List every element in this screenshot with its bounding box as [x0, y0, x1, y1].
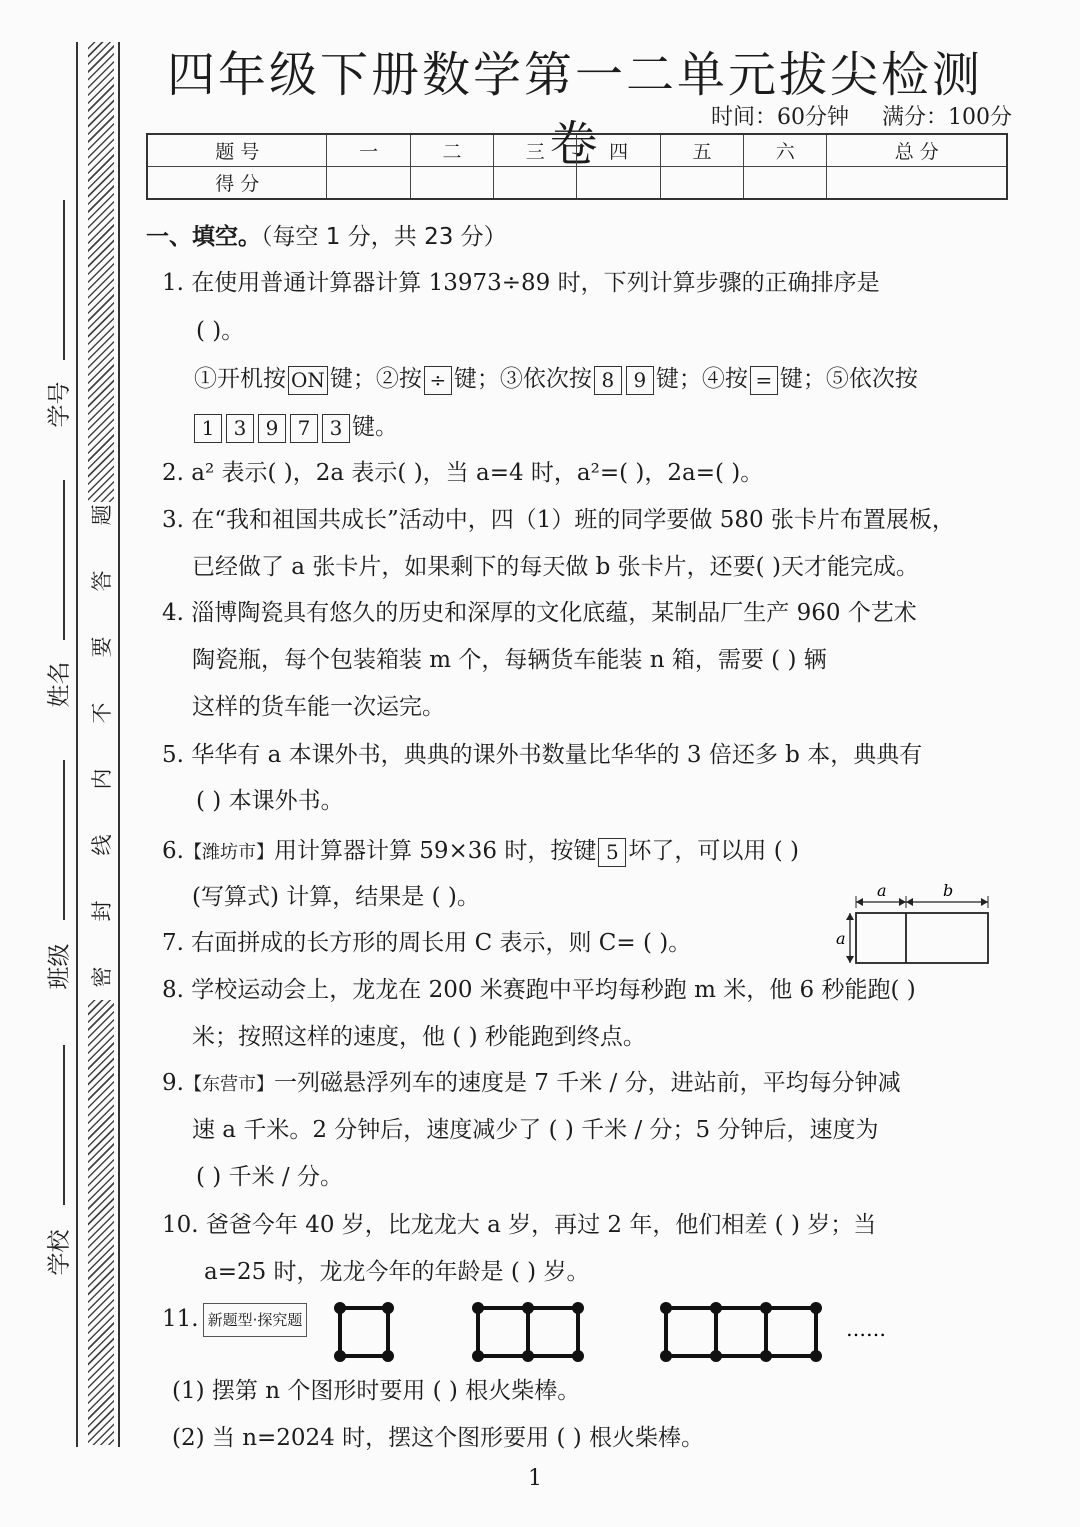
- warning-char: 密: [90, 966, 114, 988]
- q6-line2: (写算式) 计算，结果是 ( )。: [192, 884, 480, 910]
- digit-key: 8: [594, 366, 622, 395]
- q8-line1: 8. 学校运动会上，龙龙在 200 米赛跑中平均每秒跑 m 米，他 6 秒能跑( ): [162, 977, 916, 1003]
- divide-key: ÷: [424, 366, 452, 395]
- q6-number: 6.: [162, 838, 184, 864]
- warning-char: 内: [90, 768, 114, 790]
- rectangle-figure: [830, 884, 1000, 968]
- q3-line2: 已经做了 a 张卡片，如果剩下的每天做 b 张卡片，还要( )天才能完成。: [192, 554, 919, 580]
- digit-key: 3: [322, 414, 350, 443]
- matchstick-figures: [330, 1300, 890, 1370]
- section-title: 一、填空。: [146, 224, 261, 250]
- q4-line3: 这样的货车能一次运完。: [192, 694, 445, 720]
- q11-number: 11.: [162, 1306, 199, 1332]
- q8-line2: 米；按照这样的速度，他 ( ) 秒能跑到终点。: [192, 1024, 646, 1050]
- warning-char: 不: [90, 702, 114, 724]
- score-table-cell: 总 分: [827, 134, 1007, 167]
- region-tag: 【潍坊市】: [183, 842, 274, 863]
- label-a-top: a: [877, 884, 887, 900]
- id-label: 学号: [46, 381, 73, 428]
- section-heading: [146, 222, 507, 252]
- q6-text: 用计算器计算 59×36 时，按键: [273, 838, 597, 864]
- continuation-dots: ……: [846, 1317, 886, 1341]
- label-b-top: b: [943, 884, 954, 900]
- q1-step-text: 键；④按: [655, 366, 748, 392]
- page-title: 四年级下册数学第一二单元拔尖检测卷: [166, 47, 983, 172]
- score-entry-cell[interactable]: [494, 167, 577, 200]
- q9-line2: 速 a 千米。2 分钟后，速度减少了 ( ) 千米 / 分；5 分钟后，速度为: [192, 1117, 879, 1143]
- q10-line2: a=25 时，龙龙今年的年龄是 ( ) 岁。: [204, 1259, 590, 1285]
- section-note: （每空 1 分，共 23 分）: [261, 224, 507, 250]
- q4-line2: 陶瓷瓶，每个包装箱装 m 个，每辆货车能装 n 箱，需要 ( ) 辆: [192, 647, 827, 673]
- q1-digits-line: [192, 412, 398, 443]
- q6-line1: [162, 836, 799, 868]
- q10-line1: 10. 爸爸今年 40 岁，比龙龙大 a 岁，再过 2 年，他们相差 ( ) 岁；当: [162, 1212, 877, 1238]
- score-entry-cell[interactable]: [327, 167, 410, 200]
- warning-char: 答: [90, 570, 114, 592]
- hatch-strip-top: [88, 42, 114, 502]
- q6-text: 坏了，可以用 ( ): [628, 838, 799, 864]
- q7-line: 7. 右面拼成的长方形的周长用 C 表示，则 C= ( )。: [162, 930, 692, 956]
- score-table: [146, 133, 1008, 200]
- on-key: ON: [288, 366, 328, 395]
- digit-key: 9: [626, 366, 654, 395]
- q1-step-text: 键。: [352, 414, 398, 440]
- school-label: 学校: [46, 1229, 73, 1276]
- class-fill-line: [63, 760, 65, 920]
- q5-line1: 5. 华华有 a 本课外书，典典的课外书数量比华华的 3 倍还多 b 本，典典有: [162, 742, 923, 768]
- full-score: 满分：100分: [882, 105, 1012, 130]
- q1-step-text: 键；⑤依次按: [779, 366, 918, 392]
- q9-line3: ( ) 千米 / 分。: [196, 1164, 343, 1190]
- q11-part1: (1) 摆第 n 个图形时要用 ( ) 根火柴棒。: [172, 1378, 581, 1404]
- q2-line: 2. a² 表示( )，2a 表示( )，当 a=4 时，a²=( )，2a=( )。: [162, 460, 764, 486]
- name-label: 姓名: [46, 661, 73, 708]
- gutter-line-right: [118, 42, 120, 1447]
- class-label: 班级: [46, 943, 73, 990]
- score-entry-cell[interactable]: [660, 167, 743, 200]
- school-fill-line: [63, 1045, 65, 1205]
- warning-char: 线: [90, 834, 114, 856]
- score-entry-cell[interactable]: [577, 167, 660, 200]
- id-fill-line: [63, 200, 65, 360]
- score-entry-cell[interactable]: [410, 167, 493, 200]
- gutter-line-left: [76, 42, 78, 1447]
- score-table-cell: 二: [410, 134, 493, 167]
- score-table-cell: 题 号: [147, 134, 327, 167]
- region-tag: 【东营市】: [183, 1074, 274, 1095]
- warning-char: 封: [90, 900, 114, 922]
- score-table-cell: 六: [744, 134, 827, 167]
- score-entry-cell[interactable]: [827, 167, 1007, 200]
- q11-part2: (2) 当 n=2024 时，摆这个图形要用 ( ) 根火柴棒。: [172, 1425, 705, 1451]
- equals-key: =: [750, 366, 778, 395]
- q3-line1: 3. 在“我和祖国共成长”活动中，四（1）班的同学要做 580 张卡片布置展板，: [162, 507, 955, 533]
- q1-step-text: ①开机按: [194, 366, 286, 392]
- name-fill-line: [63, 480, 65, 640]
- score-table-header-row: [147, 134, 1007, 167]
- page-number: 1: [528, 1466, 542, 1491]
- digit-key: 3: [226, 414, 254, 443]
- q1-line1: 1. 在使用普通计算器计算 13973÷89 时，下列计算步骤的正确排序是: [162, 270, 880, 296]
- q5-line2: ( ) 本课外书。: [196, 788, 344, 814]
- q9-line1: [162, 1068, 901, 1100]
- score-table-score-row: [147, 167, 1007, 200]
- digit-key: 1: [194, 414, 222, 443]
- q1-step-text: 键；③依次按: [453, 366, 592, 392]
- digit-key: 9: [258, 414, 286, 443]
- score-entry-cell[interactable]: [744, 167, 827, 200]
- score-table-cell: 五: [660, 134, 743, 167]
- binding-gutter: [0, 0, 140, 1527]
- q9-text: 一列磁悬浮列车的速度是 7 千米 / 分，进站前，平均每分钟减: [273, 1070, 901, 1096]
- score-table-cell: 四: [577, 134, 660, 167]
- q1-answer-blank: ( )。: [196, 318, 245, 344]
- score-row-label: 得 分: [147, 167, 327, 200]
- q11-header: [162, 1303, 307, 1337]
- hatch-strip-bottom: [88, 1000, 114, 1445]
- broken-key: 5: [598, 838, 626, 867]
- q1-steps-line: [194, 364, 918, 395]
- label-a-side: a: [836, 929, 846, 948]
- warning-char: 要: [90, 636, 114, 658]
- score-table-cell: 一: [327, 134, 410, 167]
- time-limit: 时间：60分钟: [711, 105, 849, 130]
- score-table-cell: 三: [494, 134, 577, 167]
- q1-step-text: 键；②按: [329, 366, 422, 392]
- exam-meta: [685, 100, 1012, 131]
- q4-line1: 4. 淄博陶瓷具有悠久的历史和深厚的文化底蕴，某制品厂生产 960 个艺术: [162, 600, 917, 626]
- new-question-tag: 新题型·探究题: [203, 1303, 308, 1337]
- digit-key: 7: [290, 414, 318, 443]
- q9-number: 9.: [162, 1070, 184, 1096]
- warning-char: 题: [90, 504, 114, 526]
